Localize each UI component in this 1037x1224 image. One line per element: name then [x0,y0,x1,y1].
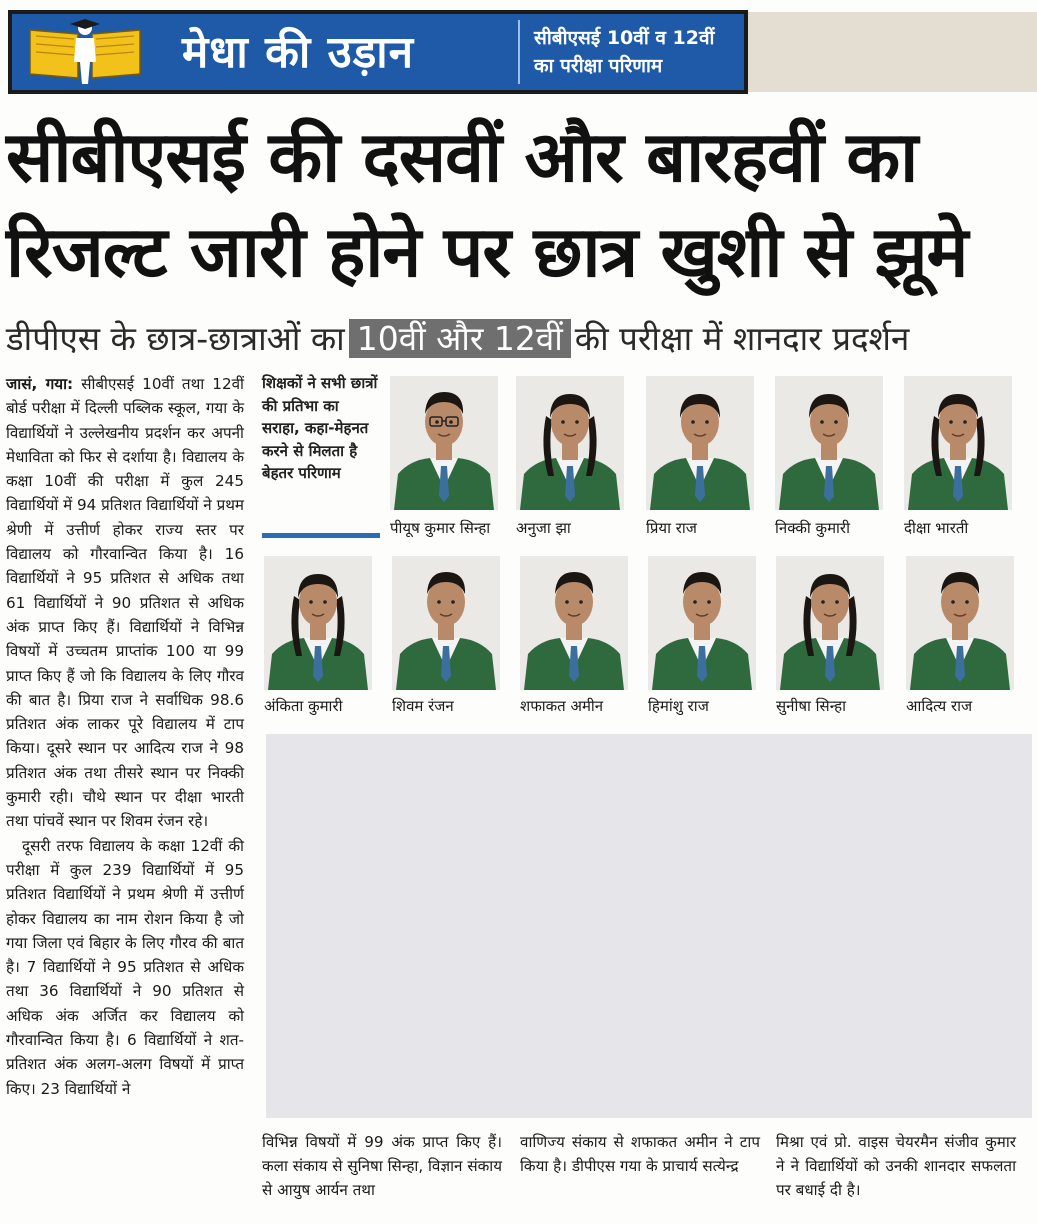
article-bottom-column-2: विभिन्न विषयों में 99 अंक प्राप्त किए हैं। कला संकाय से सुनिषा सिन्हा, विज्ञान संकाय से आयुष आर्यन तथा [262,1133,502,1199]
banner-title: मेधा की उड़ान [182,27,415,78]
paragraph-1-text: सीबीएसई 10वीं तथा 12वीं बोर्ड परीक्षा में दिल्ली पब्लिक स्कूल, गया के विद्यार्थियों ने उल्लेखनीय प्रदर्शन कर अपनी मेधाविता को फिर से दर्शाया है। विद्यालय के कक्षा 10वीं की परीक्षा में कुल 245 विद्यार्थियों में 94 प्रतिशत विद्यार्थियों ने प्रथम श्रेणी में उत्तीर्ण होकर राज्य स्तर पर विद्यालय को गौरवान्वित किया है। 16 विद्यार्थियों ने 95 प्रतिशत से अधिक तथा 61 विद्यार्थियों ने 90 प्रतिशत से अधिक अंक प्राप्त किए हैं। विद्यार्थियों ने विभिन्न विषयों में उच्चतम प्राप्तांक 100 या 99 प्राप्त किए हैं जो कि विद्यालय के लिए गौरव की बात है। प्रिया राज ने सर्वाधिक 98.6 प्रतिशत अंक लाकर पूरे विद्यालय में टाप किया। दूसरे स्थान पर आदित्य राज ने 98 प्रतिशत अंक तथा तीसरे स्थान पर निक्की कुमारी रही। चौथे स्थान पर दीक्षा भारती तथा पांचवें स्थान पर शिवम रंजन रहे। [6,375,244,831]
side-note: शिक्षकों ने सभी छात्रों की प्रतिभा का सराहा, कहा-मेहनत करने से मिलता है बेहतर परिणाम [262,374,378,482]
article-body-column [6,372,244,1101]
article-paragraph-2: दूसरी तरफ विद्यालय के कक्षा 12वीं की परीक्षा में कुल 239 विद्यार्थियों में 95 प्रतिशत विद्यार्थियों ने प्रथम श्रेणी में उत्तीर्ण होकर विद्यालय का नाम रोशन किया है जो गया जिला एवं बिहार के लिए गौरव की बात है। 7 विद्यार्थियों ने 95 प्रतिशत से अधिक तथा 36 विद्यार्थियों ने 90 प्रतिशत से अधिक अंक अर्जित कर विद्यालय को गौरवान्वित किया है। 6 विद्यार्थियों ने शत-प्रतिशत अंक अलग-अलग विषयों में प्राप्त किए। 23 विद्यार्थियों ने [6,836,244,1098]
student-photo-student-boy-glasses-icon [390,376,498,510]
student-photo-student-boy-icon [392,556,500,690]
article-paragraph-1 [6,372,244,834]
student-photo-student-boy-icon [520,556,628,690]
student-photo-student-girl-braids-icon [516,376,624,510]
banner-background-strip [748,12,1037,92]
student-name-caption: दीक्षा भारती [904,519,969,537]
student-photo-student-girl-braids-icon [776,556,884,690]
student-name-caption: अनुजा झा [516,519,571,537]
article-bottom-column-3: वाणिज्य संकाय से शफाकत अमीन ने टाप किया है। डीपीएस गया के प्राचार्य सत्येन्द्र [520,1133,760,1175]
student-name-caption: शफाकत अमीन [520,697,604,715]
article-headline: सीबीएसई की दसवीं और बारहवीं का रिजल्ट जारी होने पर छात्र खुशी से झूमे [6,116,968,293]
student-name-caption: निक्की कुमारी [775,519,850,537]
article-bottom-column-4: मिश्रा एवं प्रो. वाइस चेयरमैन संजीव कुमार ने ने विद्यार्थियों को उनकी शानदार सफलता पर बधाई दी है। [776,1133,1016,1199]
subhead-part-2: की परीक्षा में शानदार प्रदर्शन [574,319,910,358]
student-name-caption: पीयूष कुमार सिन्हा [390,519,491,537]
article-subheadline [6,315,909,365]
banner-divider [518,20,520,84]
student-name-caption: आदित्य राज [906,697,973,715]
graduate-book-logo-icon [26,18,144,86]
subhead-part-1: डीपीएस के छात्र-छात्राओं का [6,319,345,358]
student-photo-student-girl-icon [646,376,754,510]
student-name-caption: अंकिता कुमारी [264,697,343,715]
section-banner [8,10,748,94]
byline: जासं, गया: [6,375,74,393]
student-name-caption: प्रिया राज [646,519,697,537]
obscured-region [266,734,1032,1118]
student-photo-student-girl-braids-icon [904,376,1012,510]
student-name-caption: सुनीषा सिन्हा [776,697,847,715]
side-note-rule [262,533,380,538]
student-photo-student-girl-braids-icon [264,556,372,690]
student-photo-student-girl-icon [775,376,883,510]
student-name-caption: शिवम रंजन [392,697,454,715]
student-name-caption: हिमांशु राज [648,697,709,715]
student-photo-student-boy-icon [648,556,756,690]
student-photo-student-boy-icon [906,556,1014,690]
banner-subtitle: सीबीएसई 10वीं व 12वीं का परीक्षा परिणाम [534,27,715,77]
subhead-highlight: 10वीं और 12वीं [349,319,571,358]
